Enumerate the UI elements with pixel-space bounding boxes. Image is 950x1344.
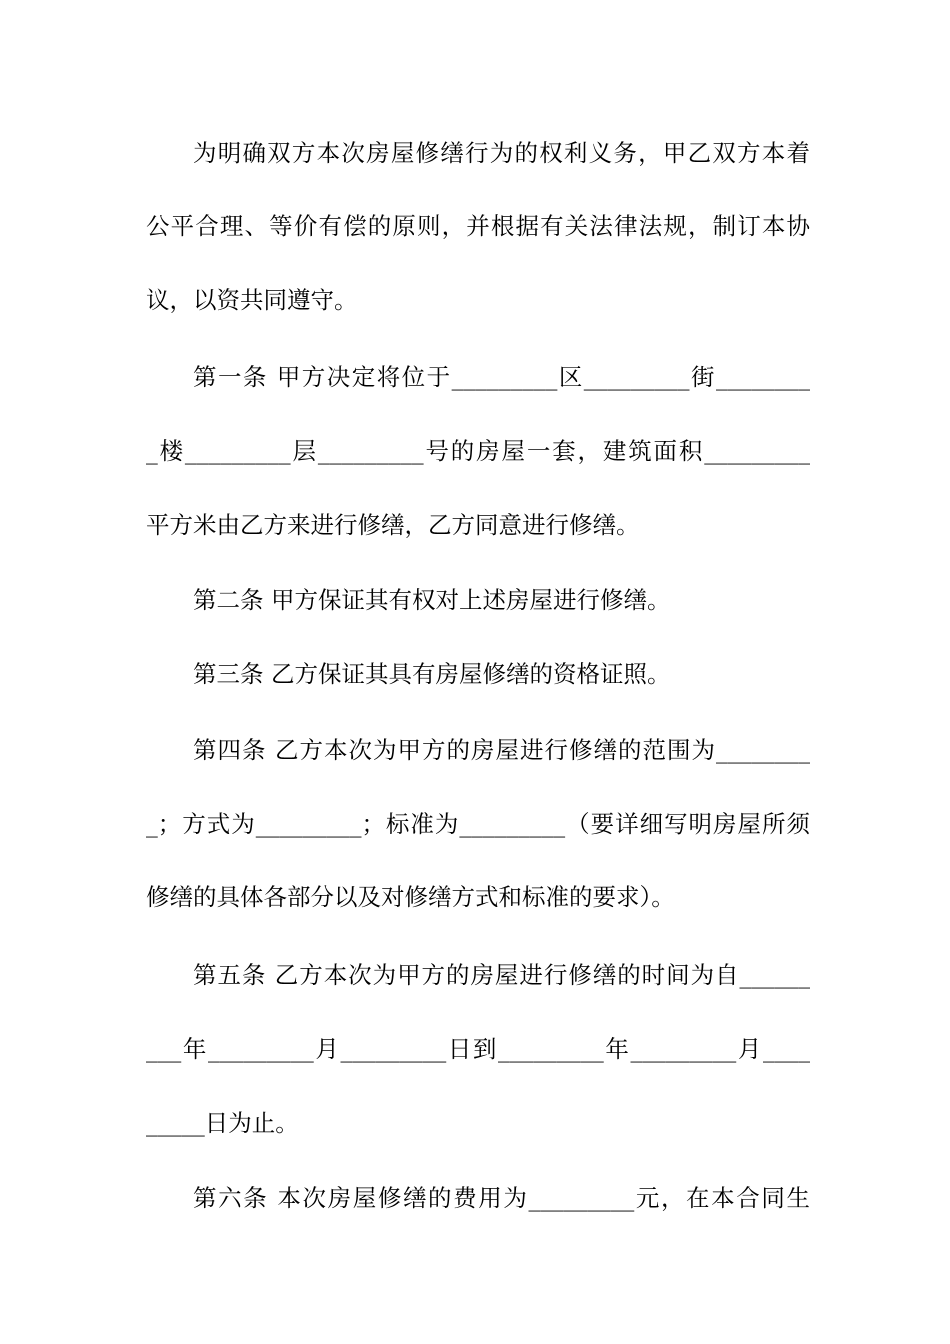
paragraph-intro-line-3: 议，以资共同遵守。 — [146, 286, 358, 314]
article-1-line-1: 第一条 甲方决定将位于_________区_________街________ — [193, 363, 810, 391]
article-2-line-1: 第二条 甲方保证其有权对上述房屋进行修缮。 — [193, 586, 671, 614]
article-5-line-2: ___年_________月_________日到_________年_________月____ — [146, 1035, 810, 1063]
article-1-line-3: 平方米由乙方来进行修缮，乙方同意进行修缮。 — [146, 511, 640, 539]
article-5-line-3: _____日为止。 — [146, 1109, 299, 1137]
article-4-line-3: 修缮的具体各部分以及对修缮方式和标准的要求）。 — [146, 883, 675, 911]
article-4-line-2: _；方式为_________；标准为_________（要详细写明房屋所须 — [146, 810, 810, 838]
article-5-line-1: 第五条 乙方本次为甲方的房屋进行修缮的时间为自______ — [193, 961, 810, 989]
article-4-line-1: 第四条 乙方本次为甲方的房屋进行修缮的范围为________ — [193, 736, 810, 764]
article-3-line-1: 第三条 乙方保证其具有房屋修缮的资格证照。 — [193, 660, 671, 688]
article-1-line-2: _楼_________层_________号的房屋一套，建筑面积_________ — [146, 437, 810, 465]
article-6-line-1: 第六条 本次房屋修缮的费用为_________元，在本合同生 — [193, 1184, 810, 1212]
paragraph-intro-line-2: 公平合理、等价有偿的原则，并根据有关法律法规，制订本协 — [146, 212, 810, 240]
paragraph-intro-line-1: 为明确双方本次房屋修缮行为的权利义务，甲乙双方本着 — [193, 139, 810, 167]
